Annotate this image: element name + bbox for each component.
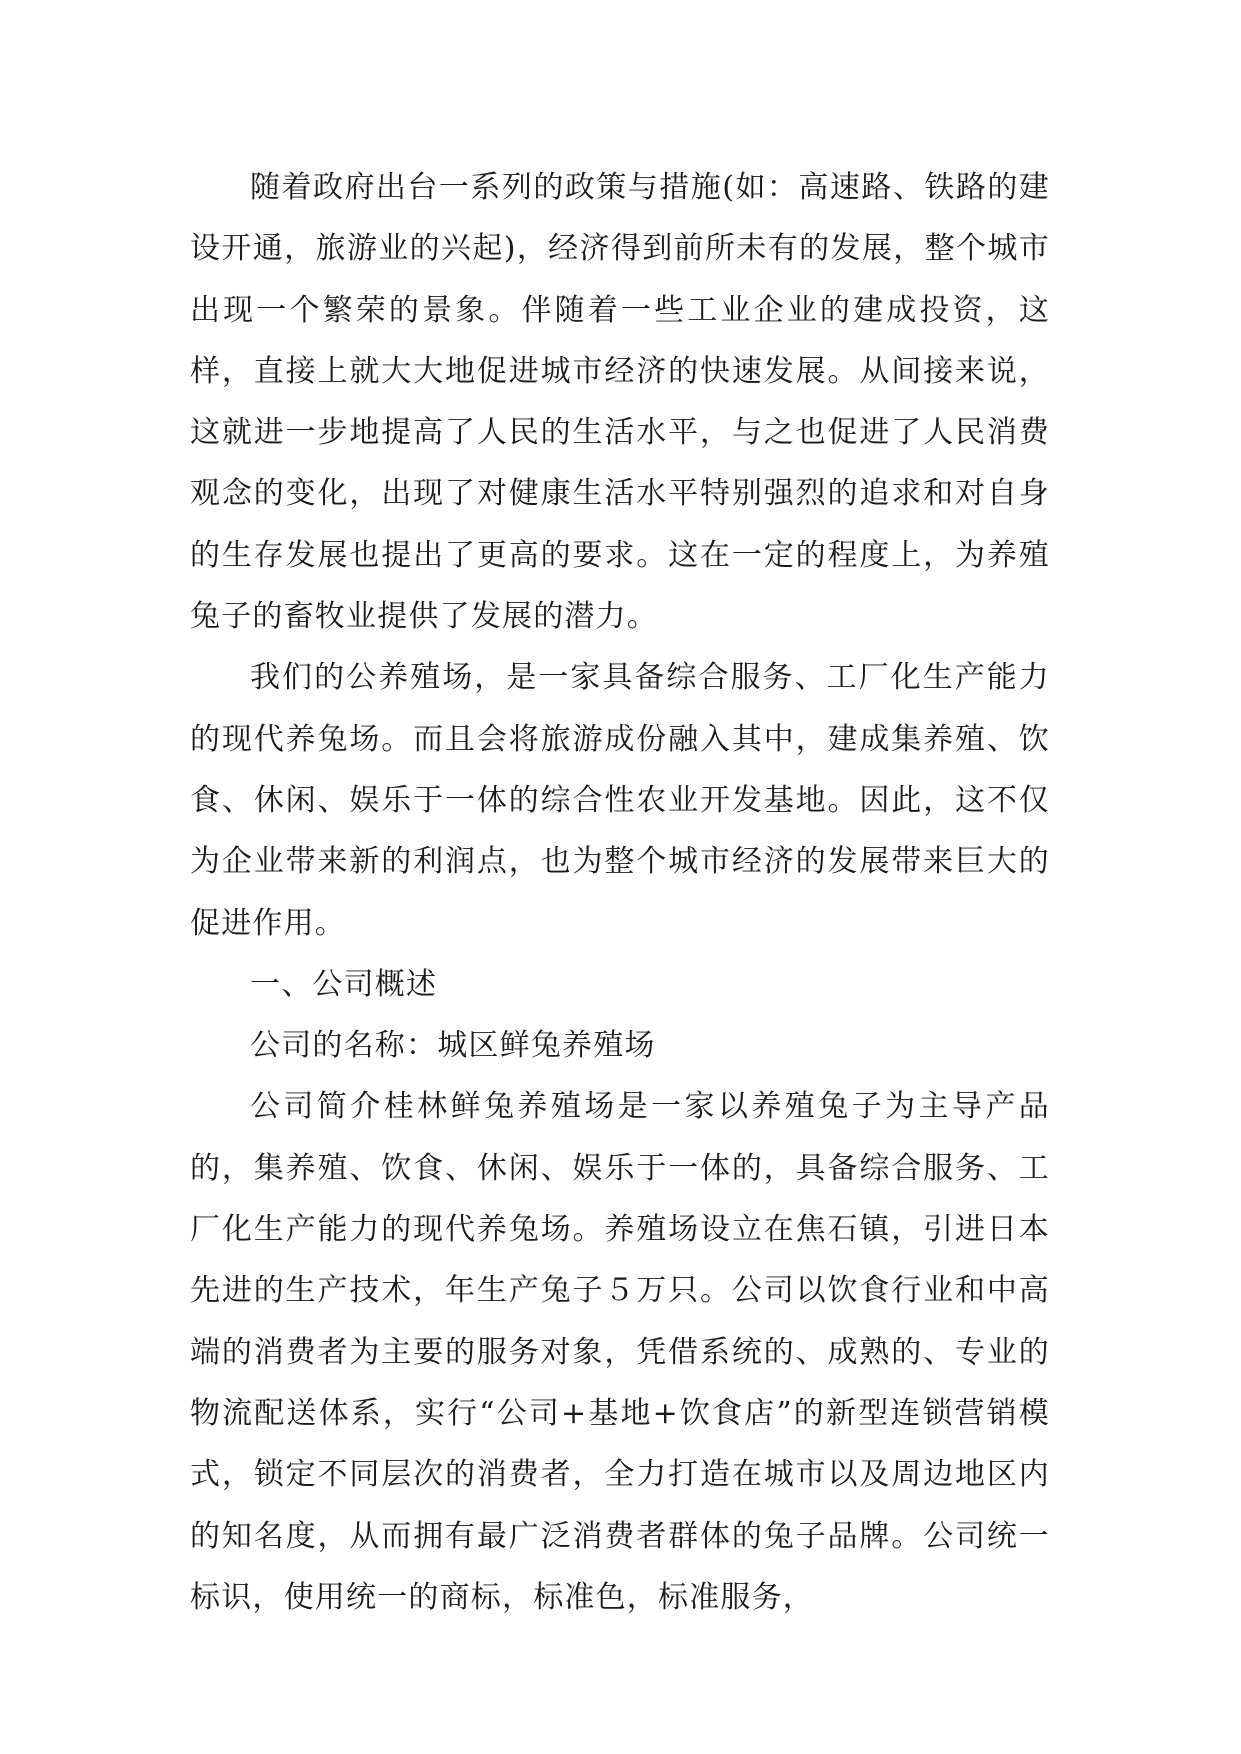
section-heading: 一、公司概述 bbox=[250, 966, 438, 1002]
paragraph-economic-background: 随着政府出台一系列的政策与措施(如：高速路、铁路的建设开通，旅游业的兴起)，经济得到前所未有的发展，整个城市出现一个繁荣的景象。伴随着一些工业企业的建成投资，这样，直接上就大大地促进城市经济的快速发展。从间接来说，这就进一步地提高了人民的生活水平，与之也促进了人民消费观念的变化，出现了对健康生活水平特别强烈的追求和对自身的生存发展也提出了更高的要求。这在一定的程度上，为养殖兔子的畜牧业提供了发展的潜力。 bbox=[190, 170, 1050, 635]
company-name-line: 公司的名称：城区鲜兔养殖场 bbox=[250, 1028, 656, 1064]
paragraph-farm-overview: 我们的公养殖场，是一家具备综合服务、工厂化生产能力的现代养兔场。而且会将旅游成份融入其中，建成集养殖、饮食、休闲、娱乐于一体的综合性农业开发基地。因此，这不仅为企业带来新的利润点，也为整个城市经济的发展带来巨大的促进作用。 bbox=[190, 660, 1050, 941]
paragraph-company-intro: 公司简介桂林鲜兔养殖场是一家以养殖兔子为主导产品的，集养殖、饮食、休闲、娱乐于一体的，具备综合服务、工厂化生产能力的现代养兔场。养殖场设立在焦石镇，引进日本先进的生产技术，年生产兔子５万只。公司以饮食行业和中高端的消费者为主要的服务对象，凭借系统的、成熟的、专业的物流配送体系，实行“公司+基地+饮食店”的新型连锁营销模式，锁定不同层次的消费者，全力打造在城市以及周边地区内的知名度，从而拥有最广泛消费者群体的兔子品牌。公司统一标识，使用统一的商标，标准色，标准服务， bbox=[190, 1089, 1050, 1615]
document-body bbox=[190, 157, 1050, 1628]
